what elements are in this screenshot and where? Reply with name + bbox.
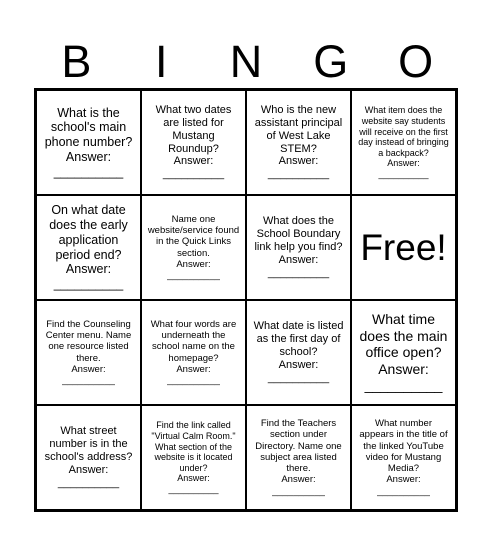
bingo-cell (141, 90, 246, 195)
cell-text: On what date does the early application period end? Answer: __________ (49, 203, 128, 291)
header-letter-o: O (398, 36, 434, 87)
bingo-cell (36, 90, 141, 195)
cell-text: What street number is in the school's address? Answer: __________ (44, 425, 133, 489)
bingo-cell (141, 405, 246, 510)
header-letter-i: I (154, 36, 168, 87)
bingo-cell (246, 90, 351, 195)
bingo-cell (36, 405, 141, 510)
cell-text: What number appears in the title of the linked YouTube video for Mustang Media? Answer: __________ (359, 418, 448, 497)
cell-text: Find the link called "Virtual Calm Room." What section of the website is it located under? Answer: __________ (151, 420, 236, 495)
bingo-cell (141, 195, 246, 300)
bingo-cell (246, 300, 351, 405)
bingo-cell (351, 405, 456, 510)
cell-text: Find the Counseling Center menu. Name one resource listed there. Answer: __________ (45, 318, 132, 386)
cell-text: What does the School Boundary link help you find? Answer: __________ (254, 215, 343, 279)
cell-text: What four words are underneath the school name on the homepage? Answer: __________ (150, 318, 237, 386)
header-letter-b: B (61, 36, 92, 87)
cell-text: Find the Teachers section under Directory. Name one subject area listed there. Answer: __________ (255, 418, 342, 497)
bingo-cell (246, 195, 351, 300)
cell-text: Name one website/service found in the Quick Links section. Answer: __________ (147, 213, 240, 281)
bingo-cell (351, 90, 456, 195)
cell-text: What item does the website say students will receive on the first day instead of bringing a backpack? Answer: __________ (358, 105, 449, 180)
cell-text: Who is the new assistant principal of West Lake STEM? Answer: __________ (254, 103, 343, 181)
bingo-cell (246, 405, 351, 510)
cell-text: What time does the main office open? Answer: __________ (359, 311, 448, 394)
cell-text: What date is listed as the first day of school? Answer: __________ (253, 320, 344, 384)
header-letter-g: G (313, 36, 349, 87)
cell-text: What is the school's main phone number? Answer: __________ (44, 105, 133, 179)
cell-text: What two dates are listed for Mustang Roundup? Answer: __________ (155, 103, 232, 181)
bingo-header (34, 34, 458, 90)
free-cell (351, 195, 456, 300)
header-letter-n: N (229, 36, 263, 87)
bingo-cell (351, 300, 456, 405)
free-space-label: Free! (360, 227, 447, 268)
bingo-cell (36, 300, 141, 405)
bingo-grid (34, 88, 458, 512)
bingo-cell (141, 300, 246, 405)
bingo-cell (36, 195, 141, 300)
